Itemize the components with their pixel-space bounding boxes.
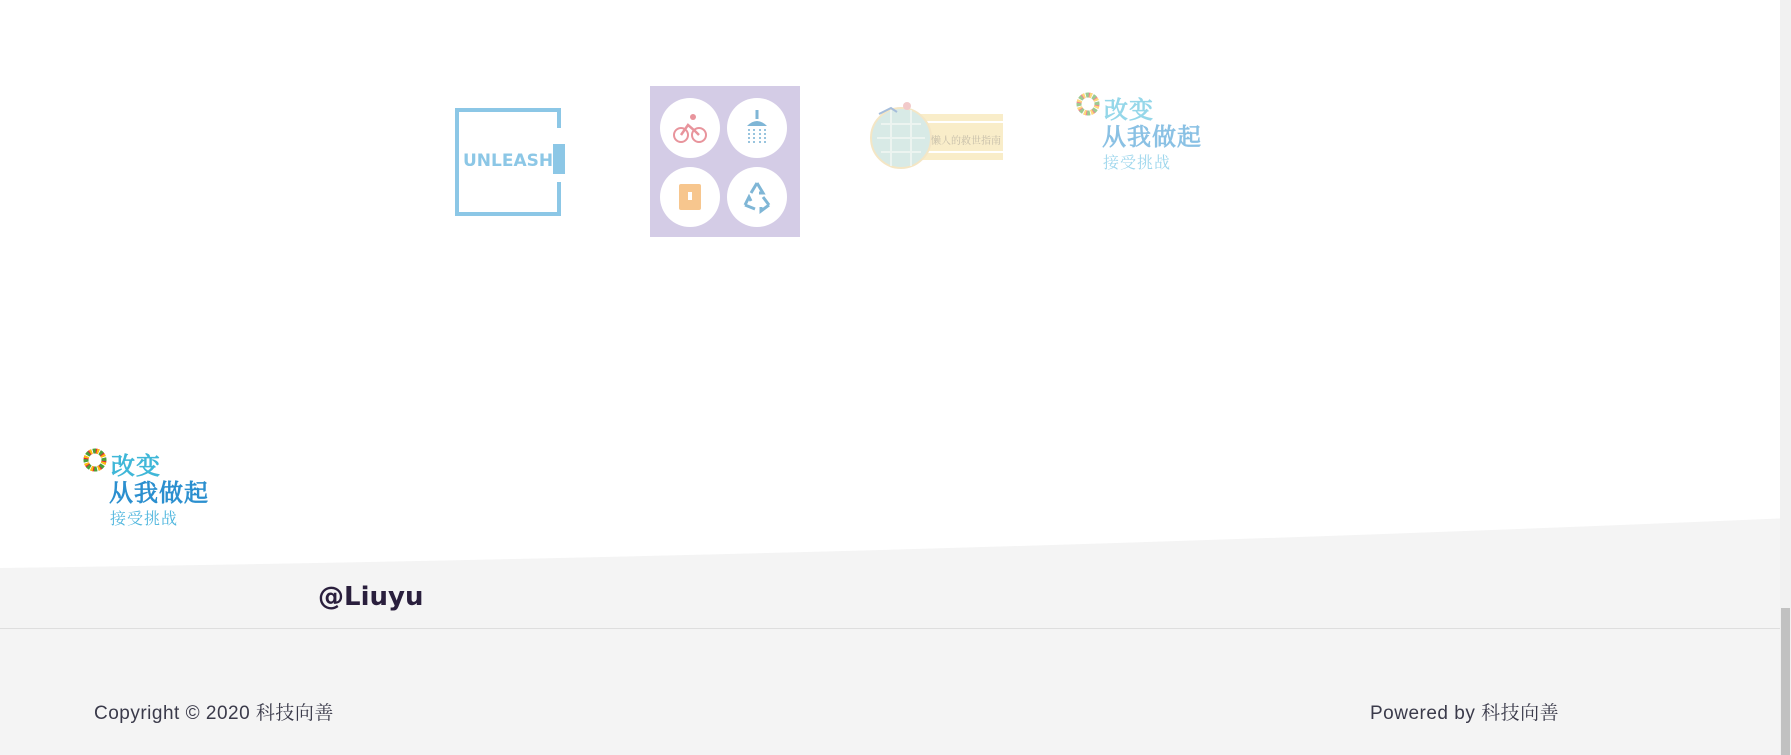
slogan-line-1: 改变 bbox=[1104, 96, 1154, 124]
sdg-wheel-icon bbox=[83, 448, 107, 472]
footer bbox=[0, 570, 1791, 755]
author-handle: @Liuyu bbox=[318, 582, 424, 612]
recycle-icon bbox=[727, 167, 787, 227]
change-from-me-logo[interactable] bbox=[1076, 90, 1226, 180]
unleash-logo-text: UNLEASH bbox=[463, 151, 554, 171]
slogan-line-3: 接受挑战 bbox=[110, 509, 179, 528]
eco-icons-logo[interactable] bbox=[650, 86, 800, 237]
copyright-text: Copyright © 2020 科技向善 bbox=[94, 703, 334, 724]
scrollbar-thumb[interactable] bbox=[1781, 608, 1790, 755]
light-switch-icon bbox=[660, 167, 720, 227]
slogan-line-2: 从我做起 bbox=[109, 479, 209, 507]
powered-by-text: Powered by 科技向善 bbox=[1370, 703, 1560, 724]
lazy-guide-logo[interactable] bbox=[869, 100, 1005, 170]
shower-icon bbox=[727, 98, 787, 158]
sdg-wheel-icon bbox=[1076, 92, 1100, 116]
slogan-line-3: 接受挑战 bbox=[1103, 153, 1172, 172]
slogan-line-1: 改变 bbox=[111, 452, 161, 480]
slogan-line-2: 从我做起 bbox=[1102, 123, 1202, 151]
footer-curve bbox=[0, 500, 1791, 580]
bicycle-icon bbox=[660, 98, 720, 158]
lazy-guide-text: 懒人的救世指南 bbox=[931, 136, 1001, 147]
footer-divider bbox=[0, 628, 1780, 629]
unleash-logo-icon bbox=[455, 108, 567, 216]
page-scrollbar[interactable] bbox=[1780, 0, 1791, 755]
unleash-logo[interactable] bbox=[455, 108, 567, 216]
